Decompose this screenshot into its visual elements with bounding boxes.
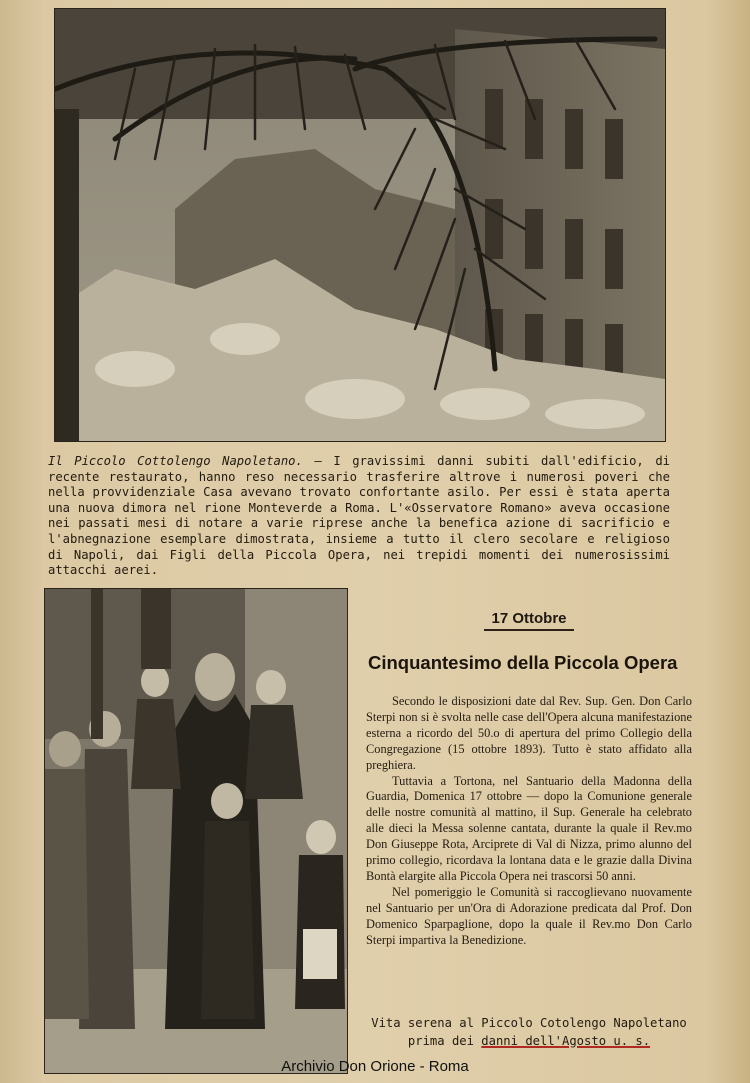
ruins-caption [48,454,670,579]
ruins-illustration [55,9,665,441]
article-paragraph: Tuttavia a Tortona, nel Santuario della Madonna della Guardia, Domenica 17 ottobre — dopo la Comunione generale delle nostre comunità al mattino, il Sup. Generale ha celebrato alle dieci la Messa solenne cantata, durante la quale il Rev.mo Don Giuseppe Rota, Arciprete di Val di Nizza, primo alunno del primo collegio, ricordava la lontana data e le grazie dalla Divina Bontà elargite alla Piccola Opera nei trascorsi 50 anni. [366,773,692,883]
article-date: 17 Ottobre [484,610,574,631]
photo-caption-line-1: Vita serena al Piccolo Cotolengo Napoletano [371,1016,687,1030]
caption-lead: Il Piccolo Cottolengo Napoletano. [48,454,303,468]
article-paragraph: Secondo le disposizioni date dal Rev. Sup. Gen. Don Carlo Sterpi non si è svolta nelle case dell'Opera alcuna manifestazione esterna a ricordo del 50.o di apertura del primo Collegio della Congregazione (15 ottobre 1893). Tutto è stato affidato alla preghiera. [366,694,692,772]
caption-text: — I gravissimi danni subiti dall'edificio, di recente restaurato, hanno reso necessario trasferire altrove i numerosi poveri che nella provvidenziale Casa avevano trovato confortante asilo. Per essi è stata aperta una nuova dimora nel rione Monteverde a Roma. L'«Osservatore Romano» aveva occasione nei passati mesi di notare a varie riprese anche la benefica azione di sacrificio e l'abnegnazione esemplare dimostrata, insieme a tutto il clero secolare e religioso di Napoli, dai Figli della Piccola Opera, nei trepidi momenti dei numerosissimi attacchi aerei. [48,454,670,578]
article-body [366,694,692,949]
article-paragraph: Nel pomeriggio le Comunità si raccoglievano nuovamente nel Santuario per un'Ora di Adorazione predicata dal Prof. Don Domenico Sparpaglione, dopo la quale il Rev.mo Don Carlo Sterpi impartiva la Benedizione. [366,884,692,947]
children-illustration [45,589,347,1073]
ruins-photo [54,8,666,442]
archive-watermark: Archivio Don Orione - Roma [281,1058,469,1075]
children-photo-caption [366,1014,692,1050]
photo-caption-prefix: prima dei [407,1034,482,1048]
children-photo [44,588,348,1074]
photo-caption-underlined: danni dell'Agosto u. s. [481,1034,651,1048]
article-title: Cinquantesimo della Piccola Opera [368,652,678,673]
photo-caption-line-2 [366,1032,692,1050]
